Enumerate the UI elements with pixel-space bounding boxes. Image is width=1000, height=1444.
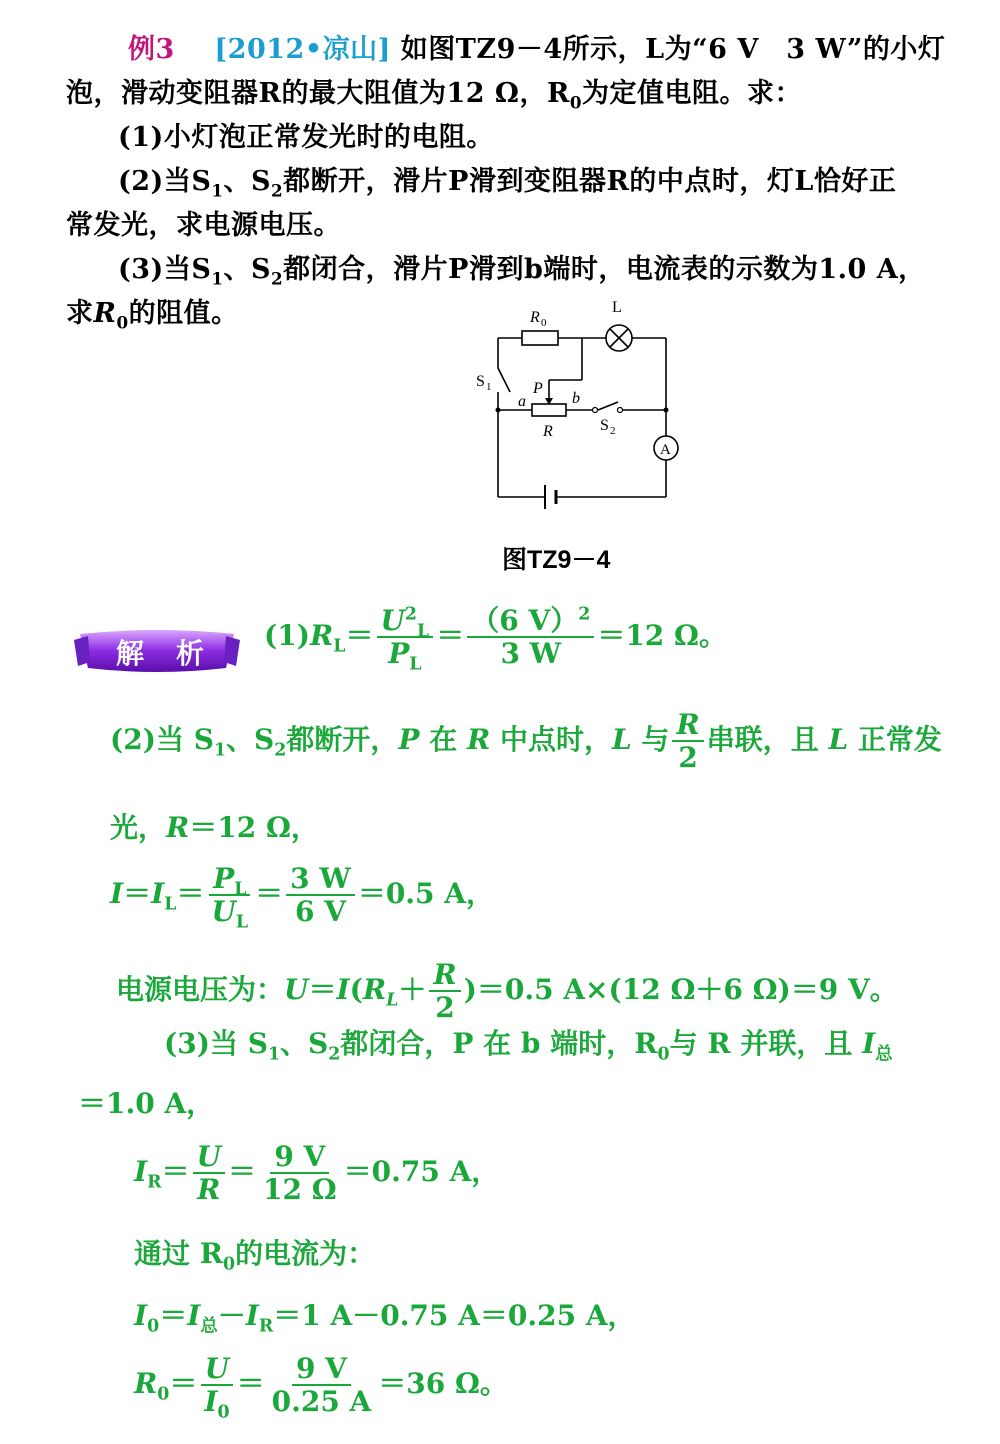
label-r0: R [530,309,540,326]
label-b: b [572,390,580,407]
analysis-line-10: $I_0=I_总-I_R=1$ A－0.75 A＝0.25 A， [134,1299,636,1337]
question-part-3-cont: 求$R_0$的阻值。 [66,298,239,333]
question-part-3: (3)当$S_1$、$S_2$都闭合，滑片P滑到b端时，电流表的示数为1.0 A， [118,254,926,289]
question-part-2: (2)当$S_1$、$S_2$都断开，滑片P滑到变阻器R的中点时，灯L恰好正 [118,166,897,201]
switch-s2 [598,402,618,410]
resistor-r0 [522,331,558,345]
source-tag: [2012•凉山] [214,34,391,65]
analysis-line-1: $(1)R_L=$ $\frac{U^2_L}{P_L}$ ＝ $\frac{(6 V)^2}{3 W}$ ＝12 Ω。 [264,604,727,675]
switch-s1 [498,368,510,392]
circuit-diagram [470,290,690,510]
label-s2: S [600,417,609,434]
svg-text:0: 0 [541,317,547,329]
label-lamp: L [612,299,622,316]
analysis-line-8: $I_R=$ $\frac{U}{R}$ ＝ $\frac{9 V}{12 \Omega}$ ＝0.75 A， [134,1140,500,1207]
question-line-1: 例3 [2012•凉山] 如图TZ9－4所示，L为“6 V 3 W”的小灯 [128,34,946,65]
analysis-line-7: ＝1.0 A， [78,1087,215,1120]
svg-text:2: 2 [610,425,616,437]
analysis-line-9: 通过 $R_0$的电流为： [134,1237,376,1275]
label-ammeter: A [660,442,671,458]
analysis-line-5: 电源电压为：$U=I(R_L+$ $\frac{R}{2}$ )＝0.5 A×(12 Ω＋6 Ω)＝9 V。 [116,958,898,1025]
question-part-2-cont: 常发光，求电源电压。 [66,210,341,241]
analysis-line-3: 光，R＝12 Ω， [110,811,319,844]
label-p: P [533,380,543,397]
svg-text:1: 1 [486,381,492,393]
label-s1: S [476,373,485,390]
analysis-line-11: $R_0=$ $\frac{U}{I_0}$ ＝ $\frac{9 V}{0.25 A}$ ＝36 Ω。 [134,1352,508,1423]
analysis-line-6: (3)当 $S_1$、$S_2$都闭合，P 在 b 端时，$R_0$与 R 并联，且 $I_总$ [164,1027,893,1065]
rheostat-r [532,404,566,416]
label-a: a [518,393,526,410]
question-part-1: (1)小灯泡正常发光时的电阻。 [118,122,494,153]
analysis-badge-label: 解 析 [116,637,207,670]
analysis-line-4: $I=I_L=$ $\frac{P_L}{U_L}$ ＝ $\frac{3 W}{6 V}$ ＝0.5 A， [110,862,494,933]
label-r: R [543,423,553,440]
example-tag: 例3 [128,34,175,65]
question-line-2: 泡，滑动变阻器R的最大阻值为12 Ω，$R_0$为定值电阻。求： [66,78,803,113]
figure-caption: 图TZ9－4 [502,546,611,574]
analysis-line-2: (2)当 $S_1$、$S_2$都断开，P 在 R 中点时，L 与 $\frac{R}{2}$ 串联，且 L 正常发 [110,708,942,775]
